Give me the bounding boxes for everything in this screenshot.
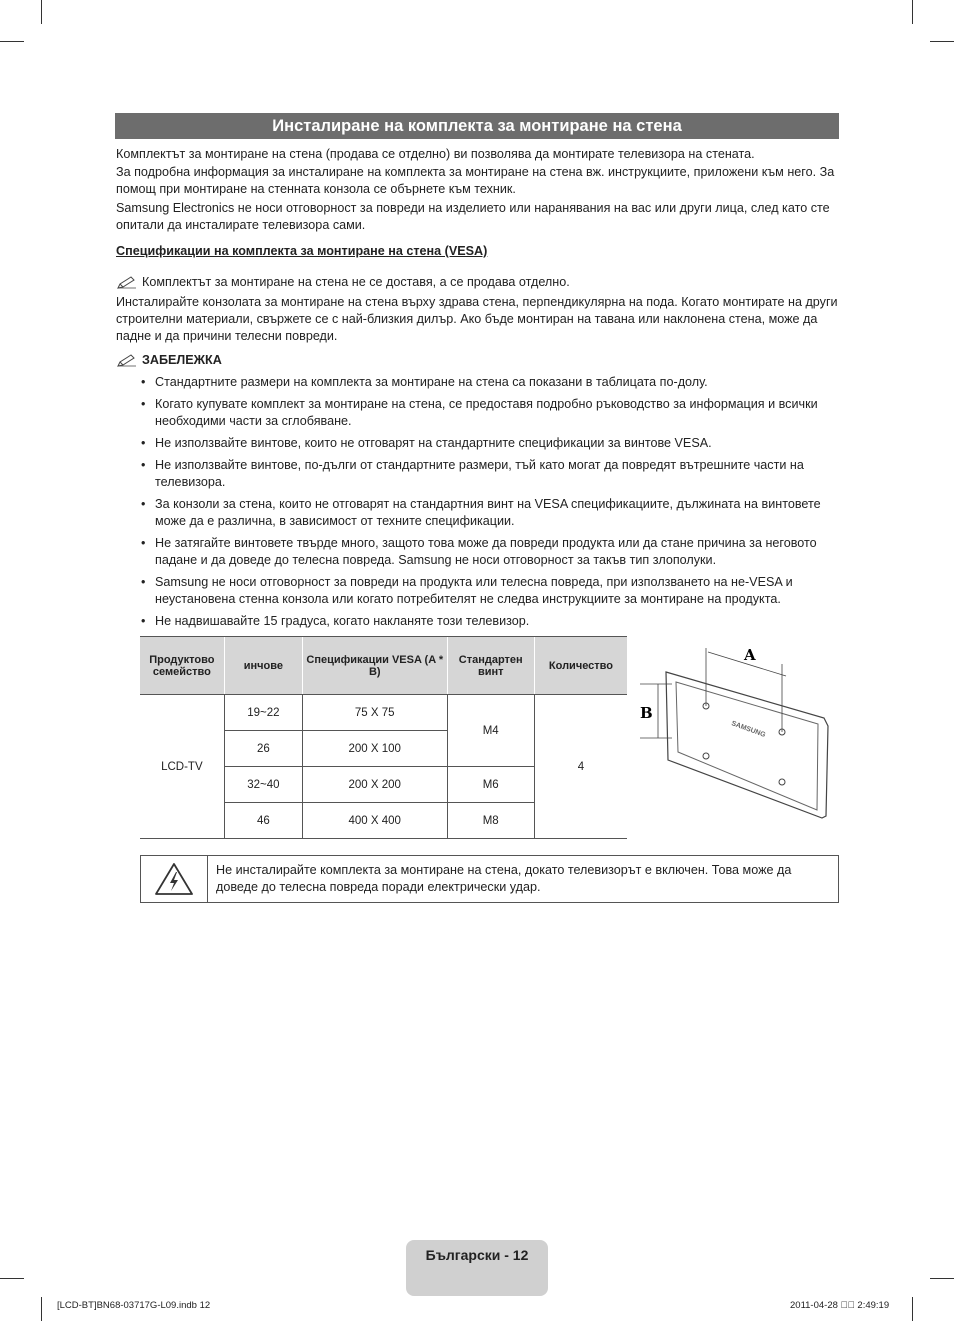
crop-mark (0, 41, 24, 42)
install-paragraph: Инсталирайте конзолата за монтиране на стена върху здрава стена, перпендикулярна на пода. Когато монтирате на други строителни материали, свържете се с най-близкия дилър. Ако бъде монтиран на тавана или наклонена стена, може да падне и да причини телесни повреди. (116, 295, 838, 343)
screw-hole-icon (779, 779, 785, 785)
list-item: • Когато купувате комплект за монтиране на стена, се предоставя подробно ръководство за информация и всички необходими части за сглобяване. (139, 396, 839, 430)
cell-inches: 32~40 (224, 767, 302, 803)
warning-box (140, 855, 839, 903)
intro-paragraph-3: Samsung Electronics не носи отговорност за повреди на изделието или наранявания на вас или други лица, след като сте опитали да инсталирате телевизора сами. (116, 201, 830, 232)
list-item: • Не затягайте винтовете твърде много, защото това може да повреди продукта или да стане причина за неговото падане и да доведе до телесна повреда. Samsung не носи отговорност за такъв тип злополуки. (139, 535, 839, 569)
page-number-tab: Български - 12 (406, 1240, 548, 1296)
crop-mark (912, 1297, 913, 1321)
list-item: • Стандартните размери на комплекта за монтиране на стена са показани в таблицата по-долу. (139, 374, 839, 391)
header-inches: инчове (224, 637, 302, 695)
pencil-icon (116, 354, 138, 368)
list-item: • Не използвайте винтове, които не отговарят на стандартните спецификации за винтове VESA. (139, 435, 839, 452)
list-item: • Не използвайте винтове, по-дълги от стандартните размери, тъй като могат да повредят вътрешните части на телевизора. (139, 457, 839, 491)
note-text-1: Комплектът за монтиране на стена не се доставя, а се продава отделно. (142, 275, 570, 289)
screw-hole-icon (703, 753, 709, 759)
cell-vesa: 200 X 100 (302, 731, 447, 767)
header-quantity: Количество (534, 637, 627, 695)
header-product-family: Продуктово семейство (140, 637, 224, 695)
note-row-2 (116, 352, 222, 369)
tv-back-diagram (636, 640, 836, 820)
cell-screw: M6 (447, 767, 534, 803)
intro-paragraph-2: За подробна информация за инсталиране на комплекта за монтиране на стена вж. инструкциите, приложени към него. За помощ при монтиране на стенната конзола се обърнете към техник. (116, 165, 835, 196)
cell-family: LCD-TV (140, 695, 224, 839)
dimension-b-label: B (640, 704, 653, 722)
tv-back-outline (666, 672, 828, 818)
footer-timestamp: 2011-04-28 ￿￿ 2:49:19 (790, 1300, 890, 1311)
section-title: Инсталиране на комплекта за монтиране на стена (115, 113, 839, 139)
table-row (140, 695, 627, 731)
crop-mark (41, 0, 42, 24)
crop-mark (930, 41, 954, 42)
cell-screw: M4 (447, 695, 534, 767)
header-standard-screw: Стандартен винт (447, 637, 534, 695)
note-row-1 (116, 274, 570, 291)
header-vesa-spec: Спецификации VESA (A * B) (302, 637, 447, 695)
note-bullet-list (139, 374, 839, 635)
cell-inches: 46 (224, 803, 302, 839)
cell-vesa: 400 X 400 (302, 803, 447, 839)
cell-vesa: 200 X 200 (302, 767, 447, 803)
warning-text: Не инсталирайте комплекта за монтиране на стена, докато телевизорът е включен. Това може да доведе до телесна повреда поради електрически удар. (216, 863, 792, 894)
dimension-a-label: A (744, 646, 756, 664)
cell-inches: 26 (224, 731, 302, 767)
brand-logo: SAMSUNG (730, 720, 767, 740)
cell-vesa: 75 X 75 (302, 695, 447, 731)
pencil-icon (116, 276, 138, 290)
electric-shock-warning-icon (154, 862, 194, 896)
crop-mark (912, 0, 913, 24)
footer-file-info: [LCD-BT]BN68-03717G-L09.indb 12 (57, 1300, 211, 1311)
vesa-heading: Спецификации на комплекта за монтиране на стена (VESA) (116, 244, 488, 258)
intro-paragraph-1: Комплектът за монтиране на стена (продава се отделно) ви позволява да монтирате телевизора на стената. (116, 147, 755, 161)
crop-mark (41, 1297, 42, 1321)
cell-inches: 19~22 (224, 695, 302, 731)
note-label: ЗАБЕЛЕЖКА (142, 353, 222, 367)
cell-screw: M8 (447, 803, 534, 839)
crop-mark (0, 1278, 24, 1279)
list-item: • Samsung не носи отговорност за повреди на продукта или телесна повреда, при използването на не-VESA и неустановена стенна конзола или когато потребителят не следва инструкциите за монтиране на продукта. (139, 574, 839, 608)
table-header-row (140, 637, 627, 695)
vesa-spec-table (140, 636, 627, 839)
list-item: • За конзоли за стена, които не отговарят на стандартния винт на VESA спецификациите, дължината на винтовете може да е различна, в зависимост от техните спецификации. (139, 496, 839, 530)
cell-quantity: 4 (534, 695, 627, 839)
crop-mark (930, 1278, 954, 1279)
list-item: • Не надвишавайте 15 градуса, когато накланяте този телевизор. (139, 613, 839, 630)
